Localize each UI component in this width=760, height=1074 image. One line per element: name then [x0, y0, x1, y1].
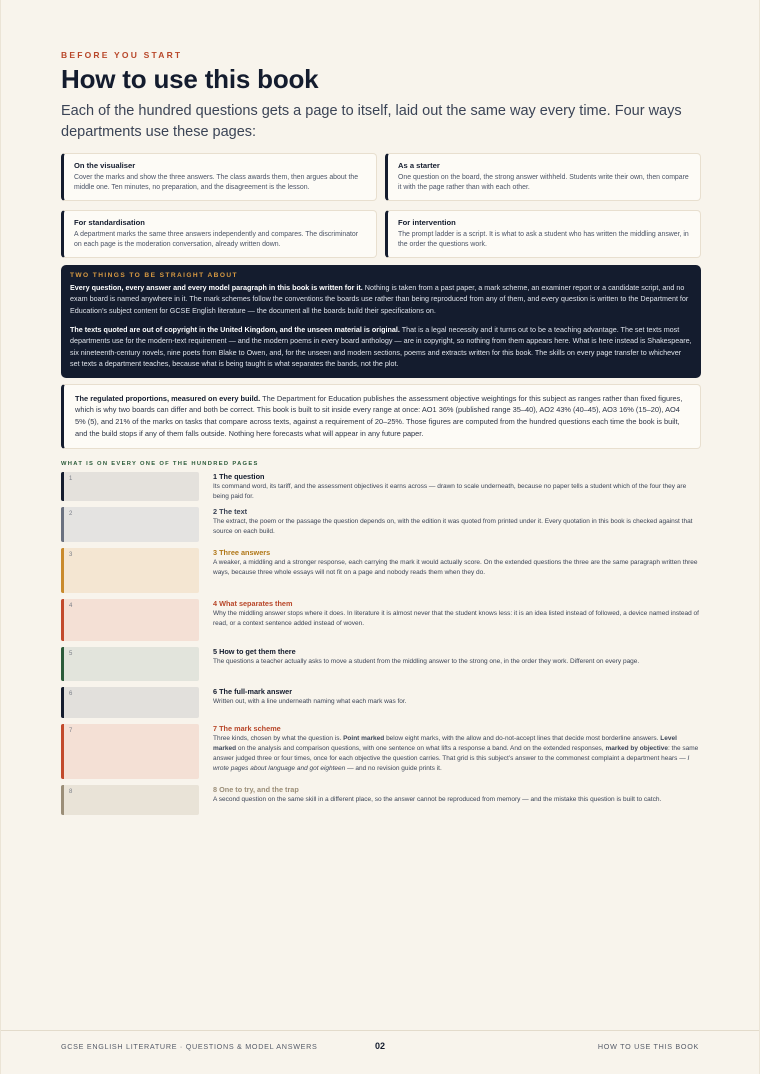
anatomy-swatch [61, 507, 199, 542]
anatomy-entry-title: 5 How to get them there [213, 647, 296, 657]
anatomy-swatch [61, 687, 199, 718]
anatomy-swatch [61, 472, 199, 501]
anatomy-row [61, 785, 701, 815]
anatomy-swatch-number: 2 [69, 511, 73, 518]
use-card-title: As a starter [398, 160, 440, 170]
section-eyebrow: BEFORE YOU START [61, 50, 183, 60]
lead-paragraph: Each of the hundred questions gets a page to itself, laid out the same way every time. Four ways departments use these pages: [61, 102, 682, 140]
anatomy-entry-title: 6 The full-mark answer [213, 687, 293, 697]
anatomy-row [61, 548, 701, 593]
page-title: How to use this book [61, 64, 319, 94]
proportions-text: The Department for Education publishes the assessment objective weightings for this subject as ranges rather than fixed figures, which is why two boards can differ and both be correct. This book is built to sit inside every range at once: AO1 36% (published range 35–40), AO2 43% (40–45), AO3 16% (15–20), AO4 5% (5), and 21% of the marks on tasks that compare across texts, against a requirement of 20–25%. Those figures are computed from the hundred questions each time the book is built, and the build stops if any of them falls outside. Nothing here forecasts what will appear in any future paper. [75, 393, 683, 439]
anatomy-row [61, 724, 701, 779]
anatomy-entry-title: 8 One to try, and the trap [213, 785, 299, 795]
anatomy-entry [213, 599, 701, 629]
anatomy-entry [213, 472, 701, 502]
proportions-bold: The regulated proportions, measured on every build. [75, 393, 261, 403]
anatomy-list [61, 472, 701, 816]
straight-about-paragraph-1 [70, 282, 692, 316]
use-card-title: For intervention [398, 217, 456, 227]
anatomy-entry-body: The extract, the poem or the passage the question depends on, with the edition it was quoted from printed under it. Every quotation in this book is checked against that source on each build. [213, 518, 693, 536]
anatomy-row [61, 507, 701, 542]
anatomy-swatch [61, 599, 199, 641]
anatomy-entry-body: The questions a teacher actually asks to move a student from the middling answer to the strong one, in the order they work. Different on every page. [213, 658, 640, 666]
proportions-paragraph [75, 393, 689, 440]
use-card-body: One question on the board, the strong answer withheld. Students write their own, then compare it with the page rather than with each other. [398, 173, 689, 191]
anatomy-entry-title: 7 The mark scheme [213, 724, 281, 734]
straight-bold-2: The texts quoted are out of copyright in the United Kingdom, and the unseen material is original. [70, 325, 400, 335]
use-card-body: Cover the marks and show the three answers. The class awards them, then argues about the middle one. Ten minutes, no preparation, and the disagreement is the lesson. [74, 173, 359, 191]
uses-grid [61, 153, 701, 258]
anatomy-swatch [61, 785, 199, 815]
anatomy-entry [213, 724, 701, 773]
anatomy-entry [213, 687, 701, 707]
anatomy-row [61, 687, 701, 718]
anatomy-entry [213, 507, 701, 537]
anatomy-swatch [61, 647, 199, 681]
straight-bold-1: Every question, every answer and every model paragraph in this book is written for it. [70, 282, 363, 292]
anatomy-eyebrow: WHAT IS ON EVERY ONE OF THE HUNDRED PAGES [61, 460, 259, 467]
page-number: 02 [374, 1041, 385, 1051]
anatomy-swatch-number: 8 [69, 789, 73, 796]
anatomy-entry-title: 3 Three answers [213, 548, 271, 558]
anatomy-entry-body: Its command word, its tariff, and the assessment objectives it earns across — drawn to scale underneath, because no paper tells a student which of the four they are being paid for. [213, 482, 687, 500]
anatomy-entry [213, 548, 701, 578]
use-card-body: The prompt ladder is a script. It is what to ask a student who has written the middling answer, in the order the questions work. [398, 230, 689, 248]
anatomy-row [61, 472, 701, 502]
use-card-starter [385, 153, 701, 201]
straight-about-box [61, 265, 701, 378]
anatomy-swatch-number: 3 [69, 552, 73, 559]
use-card-body: A department marks the same three answers independently and compares. The discriminator on each page is the moderation conversation, already written down. [74, 230, 359, 248]
use-card-title: On the visualiser [74, 160, 136, 170]
straight-about-paragraph-2 [70, 324, 692, 370]
straight-about-eyebrow: TWO THINGS TO BE STRAIGHT ABOUT [70, 271, 238, 279]
anatomy-entry-body: Why the middling answer stops where it does. In literature it is almost never that the student knows less: it is an idea listed instead of followed, a device named instead of read, or a context sentence added instead of woven. [213, 610, 699, 628]
anatomy-entry-title: 4 What separates them [213, 599, 293, 609]
use-card-standardisation [61, 210, 377, 258]
anatomy-entry-body: Written out, with a line underneath naming what each mark was for. [213, 698, 407, 706]
anatomy-entry-title: 2 The text [213, 507, 248, 517]
anatomy-swatch-number: 5 [69, 651, 73, 658]
anatomy-entry-body: A weaker, a middling and a stronger response, each carrying the mark it would actually score. On the extended questions the three are the same paragraph written three ways, because three whole essays will not fit on a page and nobody reads them when they do. [213, 559, 698, 577]
anatomy-swatch-number: 7 [69, 728, 73, 735]
use-card-intervention [385, 210, 701, 258]
page-content [61, 50, 701, 815]
anatomy-swatch [61, 724, 199, 779]
anatomy-row [61, 647, 701, 681]
anatomy-entry-body: A second question on the same skill in a different place, so the answer cannot be reproduced from memory — and the mistake this question is built to catch. [213, 796, 662, 804]
straight-text-2: That is a legal necessity and it turns out to be a teaching advantage. The set texts most departments use for the modern-text requirement — and the modern poems in every board anthology — are in copyright, so nothing from them appears here. What is here instead is Shakespeare, six nineteenth-century novels, nine poets from Blake to Owen, and, for the unseen and modern sections, poems and extracts written for this book. The skills on every page transfer to whichever set texts a department teaches, because what is being taught is what separates the bands, not the plot. [70, 325, 692, 369]
anatomy-swatch-number: 6 [69, 691, 73, 698]
anatomy-swatch [61, 548, 199, 593]
anatomy-entry-title: 1 The question [213, 471, 265, 481]
anatomy-swatch-number: 4 [69, 603, 73, 610]
use-card-title: For standardisation [74, 217, 145, 227]
anatomy-entry [213, 647, 701, 667]
use-card-visualiser [61, 153, 377, 201]
footer-section-title: HOW TO USE THIS BOOK [597, 1042, 699, 1051]
page-footer [1, 1030, 759, 1074]
anatomy-entry-body: Three kinds, chosen by what the question is. Point marked below eight marks, with the allow and do-not-accept lines that decide most borderline answers. Level marked on the analysis and comparison questions, with one sentence on what lifts a response a band. And on the extended responses, marked by objective: the same answer judged three or four times, once for each objective the question carries. That grid is this subject’s answer to the commonest complaint a department hears — I wrote pages about language and got eighteen — and no revision guide prints it. [213, 735, 699, 772]
anatomy-swatch-number: 1 [69, 475, 73, 482]
anatomy-entry [213, 785, 701, 805]
proportions-note [61, 384, 701, 449]
footer-book-title: GCSE ENGLISH LITERATURE · QUESTIONS & MODEL ANSWERS [61, 1042, 318, 1051]
anatomy-row [61, 599, 701, 641]
straight-text-1: Nothing is taken from a past paper, a mark scheme, an examiner report or a candidate script, and no exam board is named anywhere in it. The mark schemes follow the conventions the boards use rather than being reproduced from any of them, and every question is written to the Department for Education’s subject content for GCSE English literature — the document all the boards build their specifications on. [70, 282, 689, 315]
